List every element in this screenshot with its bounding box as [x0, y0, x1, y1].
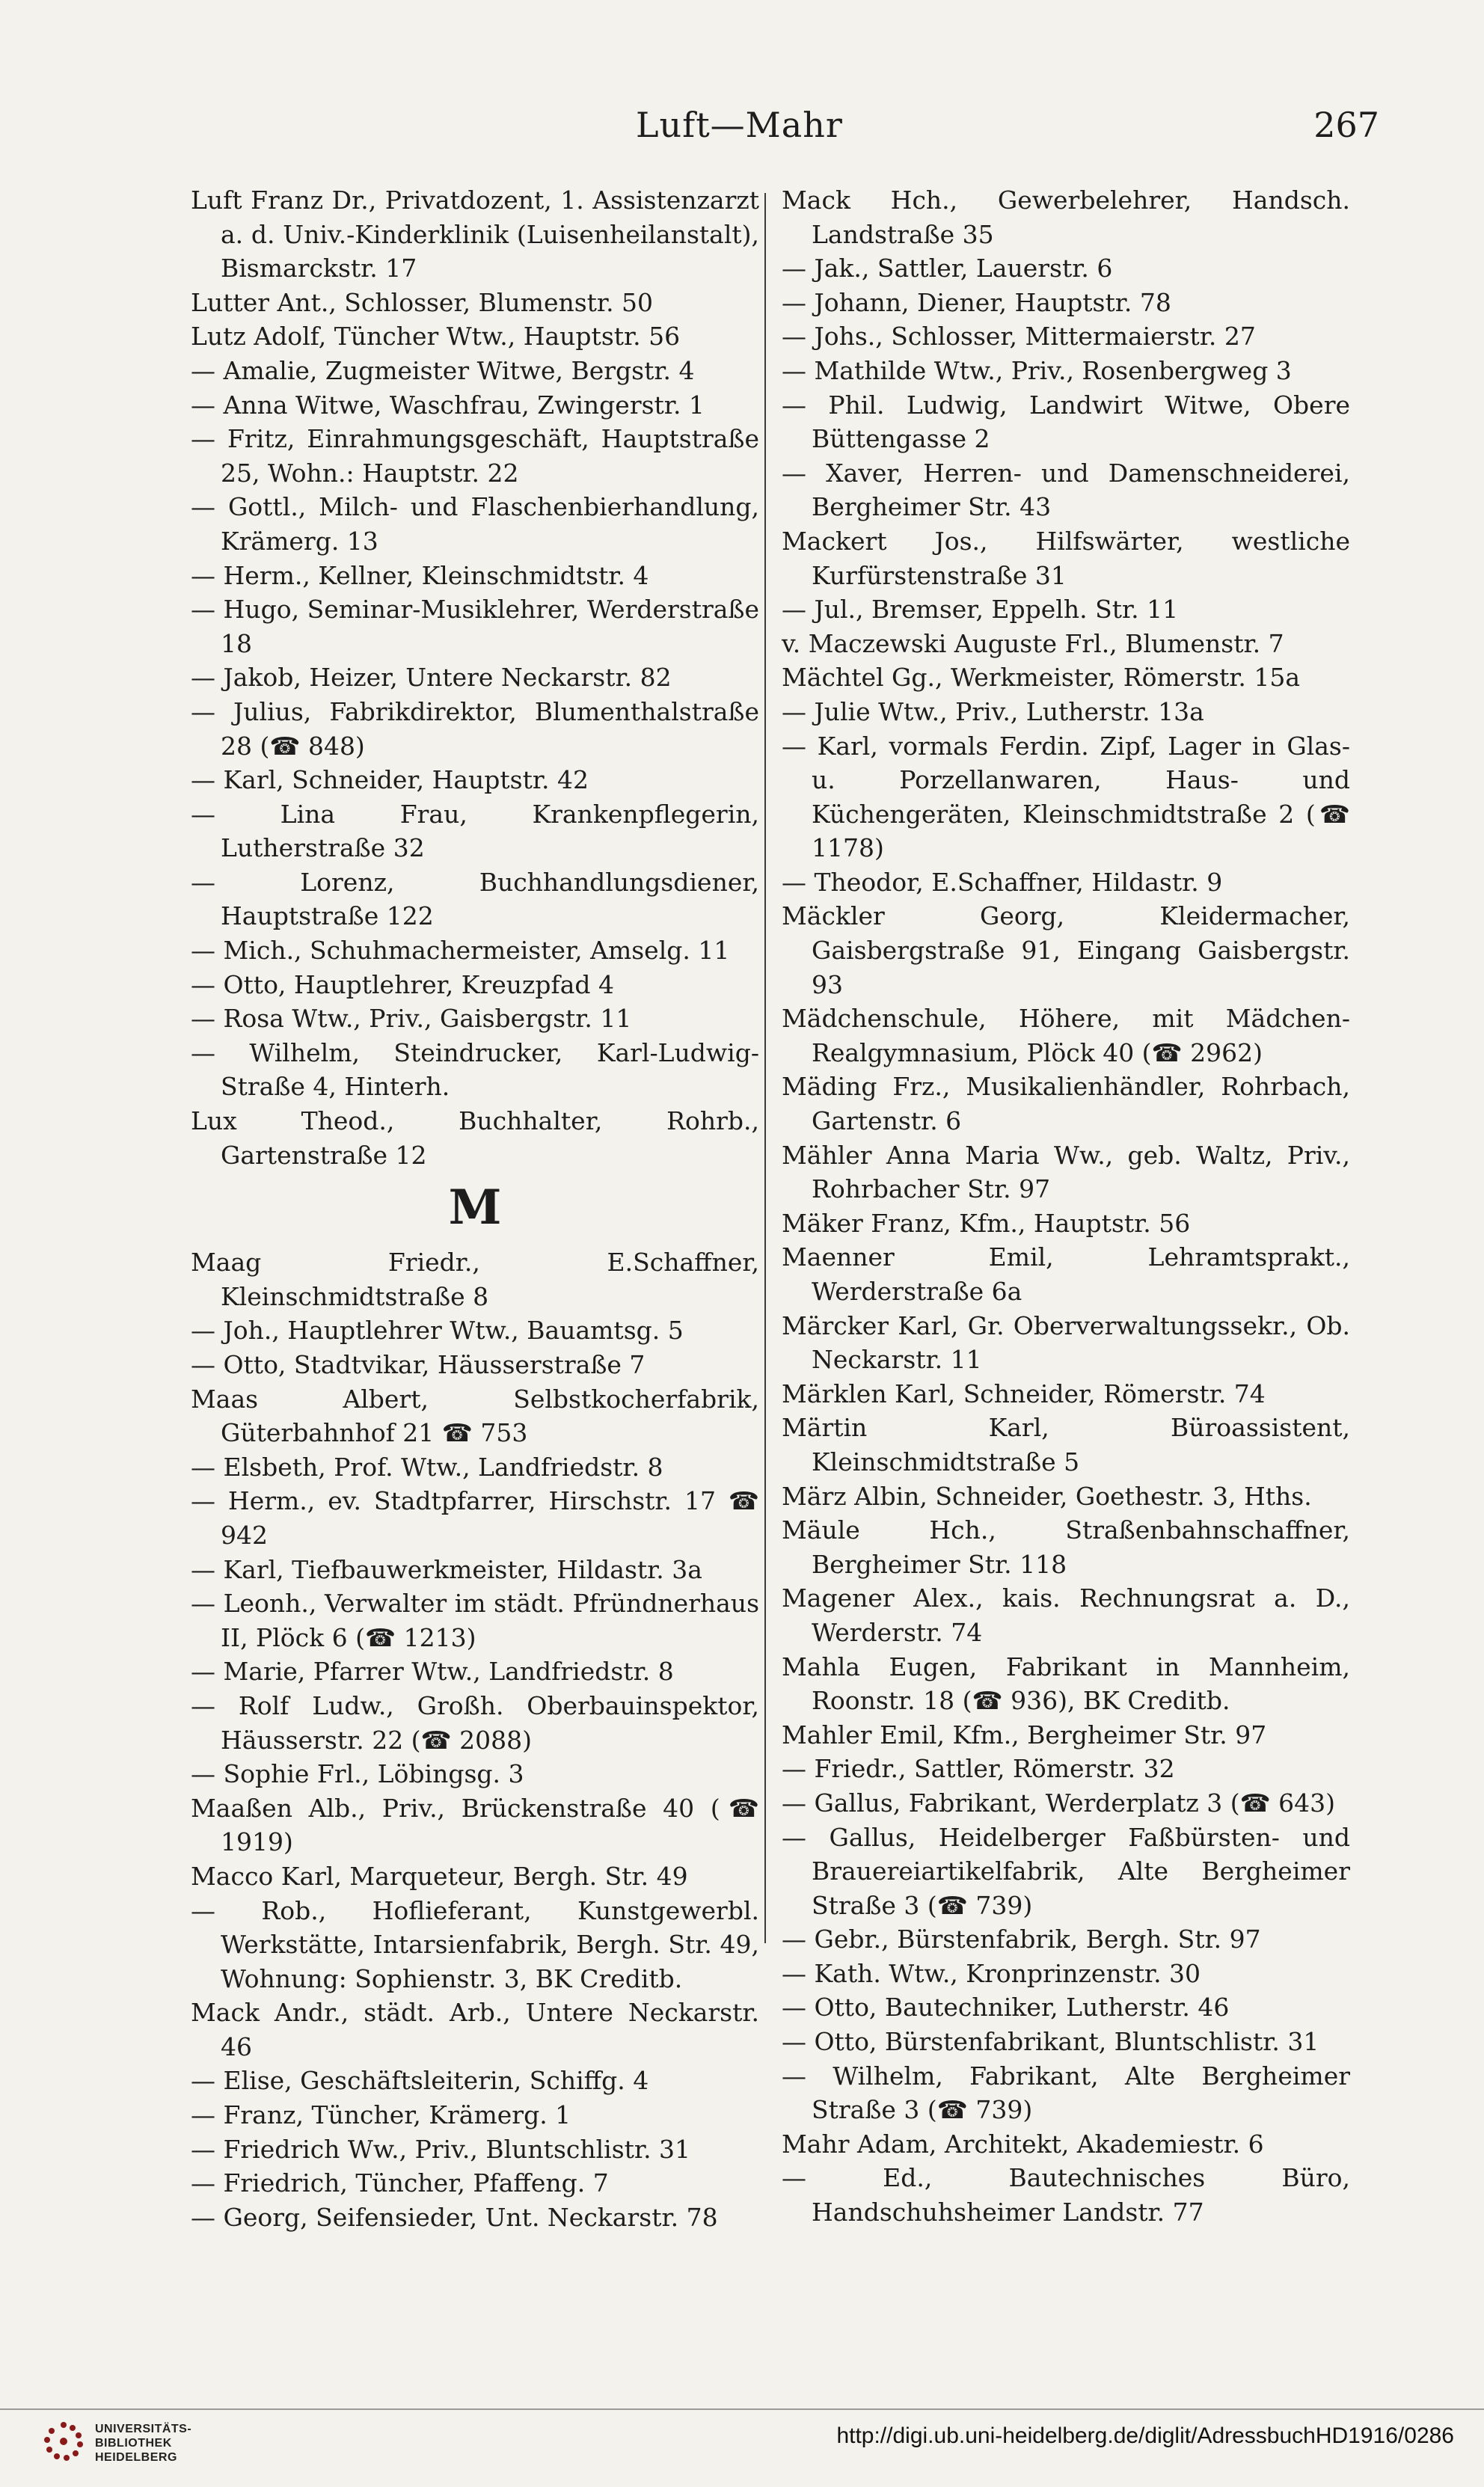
logo-line: UNIVERSITÄTS- [95, 2423, 192, 2435]
directory-entry: — Otto, Stadtvikar, Häusserstraße 7 [191, 1350, 646, 1379]
directory-entry: — Friedr., Sattler, Römerstr. 32 [782, 1754, 1175, 1784]
left-column [191, 183, 759, 2234]
directory-entry: Märklen Karl, Schneider, Römerstr. 74 [782, 1379, 1266, 1408]
directory-entry: — Xaver, Herren- und Damenschneiderei, Bergheimer Str. 43 [782, 458, 1350, 522]
directory-entry: Maenner Emil, Lehramtsprakt., Werderstraße 6a [782, 1242, 1350, 1306]
directory-entry: Märcker Karl, Gr. Oberverwaltungssekr., Ob. Neckarstr. 11 [782, 1310, 1350, 1375]
directory-entry: Lutz Adolf, Tüncher Wtw., Hauptstr. 56 [191, 322, 681, 352]
directory-entry: Mack Hch., Gewerbelehrer, Handsch. Landstraße 35 [782, 185, 1350, 249]
directory-entry: — Rolf Ludw., Großh. Oberbauinspektor, Häusserstr. 22 (☎ 2088) [191, 1690, 759, 1755]
directory-entry: — Julie Wtw., Priv., Lutherstr. 13a [782, 696, 1204, 726]
directory-entry: — Herm., ev. Stadtpfarrer, Hirschstr. 17 ☎ 942 [191, 1486, 759, 1550]
directory-entry: — Amalie, Zugmeister Witwe, Bergstr. 4 [191, 355, 695, 385]
directory-entry: — Jak., Sattler, Lauerstr. 6 [782, 254, 1113, 283]
directory-entry: — Theodor, E.Schaffner, Hildastr. 9 [782, 867, 1223, 897]
directory-entry: Mackert Jos., Hilfswärter, westliche Kurfürstenstraße 31 [782, 526, 1350, 590]
directory-entry: — Ed., Bautechnisches Büro, Handschuhsheimer Landstr. 77 [782, 2163, 1350, 2227]
directory-entry: Maag Friedr., E.Schaffner, Kleinschmidtstraße 8 [191, 1248, 759, 1311]
directory-entry: — Jul., Bremser, Eppelh. Str. 11 [782, 595, 1179, 625]
directory-entry: — Karl, vormals Ferdin. Zipf, Lager in Glas- u. Porzellanwaren, Haus- und Küchengeräten, Kleinschmidtstraße 2 (☎ 1178) [782, 731, 1350, 863]
directory-entry: — Johann, Diener, Hauptstr. 78 [782, 287, 1171, 317]
directory-entry: Maas Albert, Selbstkocherfabrik, Güterbahnhof 21 ☎ 753 [191, 1384, 759, 1448]
directory-entry: — Kath. Wtw., Kronprinzenstr. 30 [782, 1958, 1201, 1988]
page-number: 267 [1313, 105, 1379, 145]
directory-entry: — Leonh., Verwalter im städt. Pfründnerhaus II, Plöck 6 (☎ 1213) [191, 1589, 759, 1652]
directory-entry: — Sophie Frl., Löbingsg. 3 [191, 1759, 524, 1789]
directory-entry: — Fritz, Einrahmungsgeschäft, Hauptstraße 25, Wohn.: Hauptstr. 22 [191, 424, 759, 488]
directory-entry: — Anna Witwe, Waschfrau, Zwingerstr. 1 [191, 390, 705, 420]
directory-entry: — Rosa Wtw., Priv., Gaisbergstr. 11 [191, 1004, 632, 1034]
directory-entry: — Elise, Geschäftsleiterin, Schiffg. 4 [191, 2066, 649, 2096]
directory-entry: März Albin, Schneider, Goethestr. 3, Hths. [782, 1481, 1312, 1511]
directory-entry: Mahler Emil, Kfm., Bergheimer Str. 97 [782, 1720, 1267, 1750]
directory-entry: Mädchenschule, Höhere, mit Mädchen-Realgymnasium, Plöck 40 (☎ 2962) [782, 1004, 1350, 1067]
directory-entry: — Friedrich, Tüncher, Pfaffeng. 7 [191, 2168, 609, 2198]
directory-entry: Macco Karl, Marqueteur, Bergh. Str. 49 [191, 1861, 688, 1891]
source-url-link[interactable]: http://digi.ub.uni-heidelberg.de/diglit/AdressbuchHD1916/0286 [836, 2423, 1454, 2448]
directory-entry: — Wilhelm, Fabrikant, Alte Bergheimer Straße 3 (☎ 739) [782, 2061, 1350, 2125]
left-entries-before [191, 183, 759, 1172]
directory-entry: Lutter Ant., Schlosser, Blumenstr. 50 [191, 287, 654, 317]
directory-entry: Mack Andr., städt. Arb., Untere Neckarstr. 46 [191, 1998, 759, 2061]
directory-entry: Mäule Hch., Straßenbahnschaffner, Bergheimer Str. 118 [782, 1515, 1350, 1579]
section-letter: M [448, 1180, 502, 1236]
directory-entry: — Julius, Fabrikdirektor, Blumenthalstraße 28 (☎ 848) [191, 696, 759, 761]
directory-entry: v. Maczewski Auguste Frl., Blumenstr. 7 [782, 628, 1284, 658]
directory-entry: — Johs., Schlosser, Mittermaierstr. 27 [782, 322, 1256, 352]
directory-entry: Luft Franz Dr., Privatdozent, 1. Assistenzarzt a. d. Univ.-Kinderklinik (Luisenheilanstalt), Bismarckstr. 17 [191, 185, 759, 283]
directory-entry: — Gottl., Milch- und Flaschenbierhandlung, Krämerg. 13 [191, 492, 759, 556]
column-divider [764, 193, 766, 1943]
running-head: Luft—Mahr [636, 105, 843, 145]
directory-entry: — Elsbeth, Prof. Wtw., Landfriedstr. 8 [191, 1452, 663, 1482]
directory-entry: Mäckler Georg, Kleidermacher, Gaisbergstraße 91, Eingang Gaisbergstr. 93 [782, 901, 1350, 999]
directory-entry: Mahla Eugen, Fabrikant in Mannheim, Roonstr. 18 (☎ 936), BK Creditb. [782, 1652, 1350, 1716]
library-logo-icon [41, 2419, 86, 2464]
directory-entry: Maaßen Alb., Priv., Brückenstraße 40 (☎ 1919) [191, 1793, 759, 1857]
logo-line: BIBLIOTHEK [95, 2437, 172, 2450]
directory-entry: Mächtel Gg., Werkmeister, Römerstr. 15a [782, 663, 1301, 693]
directory-entry: Lux Theod., Buchhalter, Rohrb., Gartenstraße 12 [191, 1106, 759, 1170]
directory-entry: — Mathilde Wtw., Priv., Rosenbergweg 3 [782, 355, 1292, 385]
directory-entry: — Georg, Seifensieder, Unt. Neckarstr. 78 [191, 2202, 718, 2232]
directory-entry: — Otto, Bürstenfabrikant, Bluntschlistr. 31 [782, 2027, 1319, 2057]
page-header [0, 105, 1484, 150]
logo-line: HEIDELBERG [95, 2451, 177, 2464]
right-column [782, 183, 1350, 2230]
directory-entry: — Joh., Hauptlehrer Wtw., Bauamtsg. 5 [191, 1316, 684, 1346]
directory-entry: — Marie, Pfarrer Wtw., Landfriedstr. 8 [191, 1657, 674, 1687]
directory-entry: — Herm., Kellner, Kleinschmidtstr. 4 [191, 560, 649, 590]
directory-entry: Märtin Karl, Büroassistent, Kleinschmidtstraße 5 [782, 1413, 1350, 1476]
library-logo-text [95, 2422, 191, 2465]
directory-entry: — Phil. Ludwig, Landwirt Witwe, Obere Büttengasse 2 [782, 390, 1350, 454]
directory-entry: — Hugo, Seminar-Musiklehrer, Werderstraße 18 [191, 595, 759, 658]
library-logo[interactable] [34, 2414, 288, 2474]
directory-entry: — Lorenz, Buchhandlungsdiener, Hauptstraße 122 [191, 867, 759, 931]
directory-entry: — Karl, Schneider, Hauptstr. 42 [191, 765, 589, 795]
directory-entry: Mahr Adam, Architekt, Akademiestr. 6 [782, 2129, 1264, 2159]
left-entries-after [191, 1245, 759, 2234]
directory-entry: — Jakob, Heizer, Untere Neckarstr. 82 [191, 663, 672, 693]
directory-entry: Mäker Franz, Kfm., Hauptstr. 56 [782, 1208, 1191, 1238]
footer-rule [0, 2408, 1484, 2410]
directory-entry: — Karl, Tiefbauwerkmeister, Hildastr. 3a [191, 1554, 702, 1584]
directory-entry: — Gallus, Fabrikant, Werderplatz 3 (☎ 643) [782, 1788, 1336, 1818]
directory-entry: Mähler Anna Maria Ww., geb. Waltz, Priv., Rohrbacher Str. 97 [782, 1140, 1350, 1204]
directory-entry: Mäding Frz., Musikalienhändler, Rohrbach, Gartenstr. 6 [782, 1072, 1350, 1136]
directory-entry: — Franz, Tüncher, Krämerg. 1 [191, 2100, 571, 2130]
directory-entry: — Otto, Hauptlehrer, Kreuzpfad 4 [191, 969, 614, 999]
directory-entry: — Gallus, Heidelberger Faßbürsten- und Brauereiartikelfabrik, Alte Bergheimer Straße 3 (☎ 739) [782, 1822, 1350, 1920]
directory-entry: — Wilhelm, Steindrucker, Karl-Ludwig-Straße 4, Hinterh. [191, 1037, 759, 1102]
directory-entry: Magener Alex., kais. Rechnungsrat a. D., Werderstr. 74 [782, 1583, 1350, 1647]
right-entries [782, 183, 1350, 2230]
directory-entry: — Lina Frau, Krankenpflegerin, Lutherstraße 32 [191, 799, 759, 863]
directory-entry: — Mich., Schuhmachermeister, Amselg. 11 [191, 936, 730, 966]
directory-entry: — Gebr., Bürstenfabrik, Bergh. Str. 97 [782, 1925, 1261, 1954]
directory-entry: — Otto, Bautechniker, Lutherstr. 46 [782, 1993, 1230, 2023]
directory-entry: — Rob., Hoflieferant, Kunstgewerbl. Werkstätte, Intarsienfabrik, Bergh. Str. 49, Wohnung: Sophienstr. 3, BK Creditb. [191, 1895, 759, 1993]
directory-entry: — Friedrich Ww., Priv., Bluntschlistr. 31 [191, 2134, 691, 2164]
